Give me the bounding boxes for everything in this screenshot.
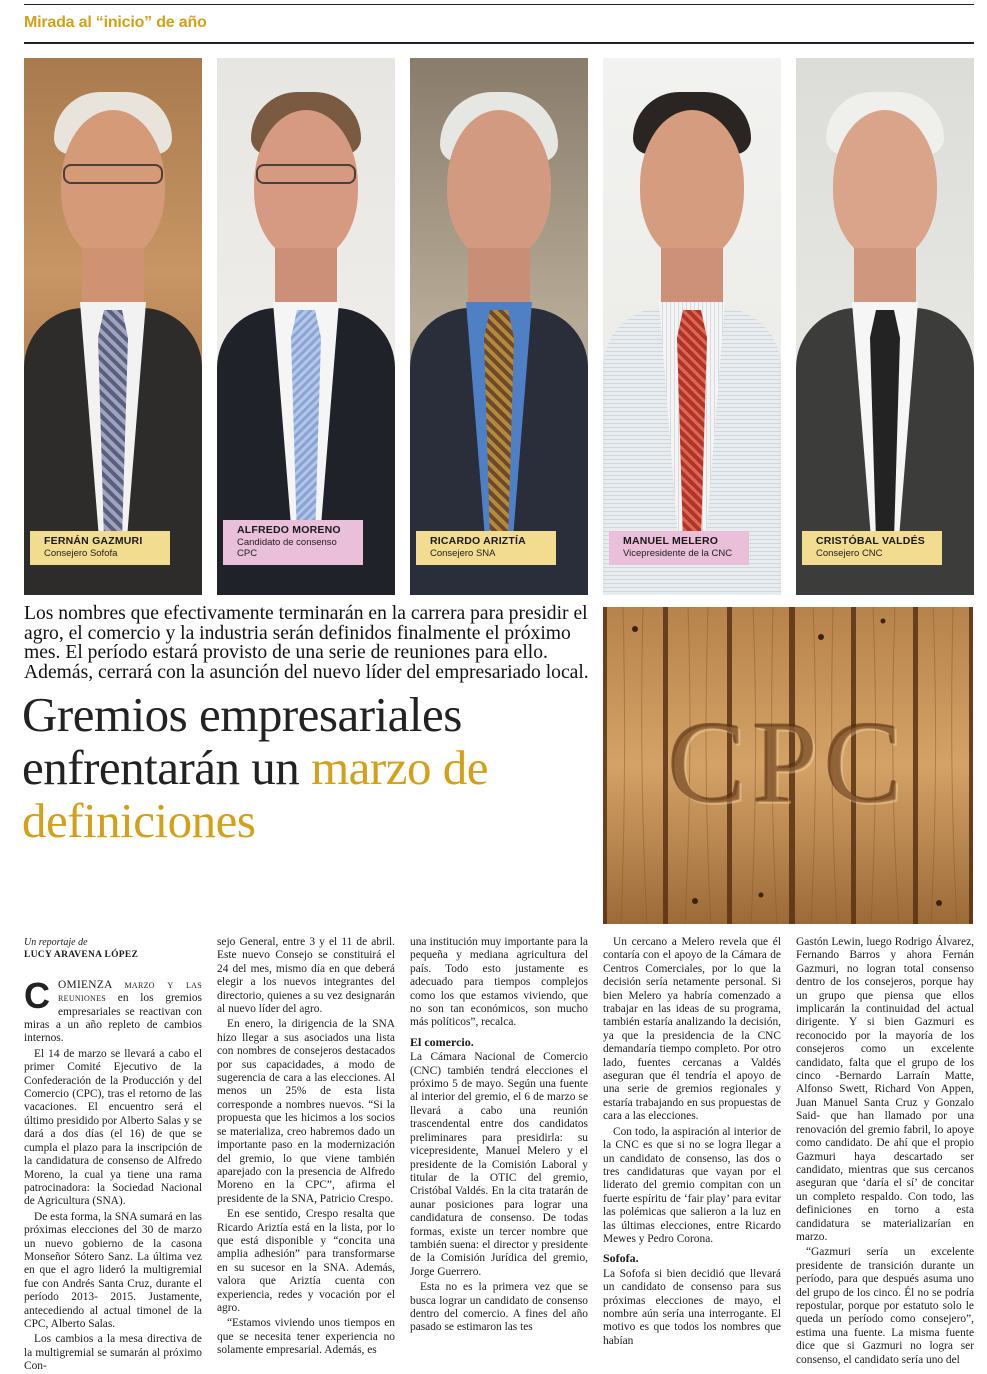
portrait-photo-4 [603,58,781,595]
section-rule [24,42,974,44]
paragraph: sejo General, entre 3 y el 11 de abril. Este nuevo Consejo se constituirá el 24 del mes, mismo día en que deberá elegir a los nuevos integrantes del directorio, quienes a su vez designarán al nuevo líder del agro. [217,936,395,1016]
paragraph: Esta no es la primera vez que se busca lograr un candidato de consenso dentro del comercio. A fines del año pasado se estimaron las tes [410,1281,588,1334]
portrait-name: MANUEL MELERO [623,535,719,547]
portrait-caption [609,531,749,565]
paragraph: “Gazmuri sería un excelente presidente de transición durante un período, para que después asuma uno del grupo de los cinco. Él no se podría repostular, porque por estatuto solo le queda un período como consejero”, estima una fuente. La misma fuente dice que si Gazmuri no logra ser consenso, el candidato sería uno del [796,1246,974,1366]
article-headline [22,688,602,847]
portrait-caption [802,531,942,565]
portrait-role: Consejero SNA [430,548,496,559]
portrait-caption [30,531,170,565]
byline-label: Un reportaje de [24,937,88,948]
portrait-role: Consejero Sofofa [44,548,118,559]
portrait-photo-5 [796,58,974,595]
portrait-name: CRISTÓBAL VALDÉS [816,535,925,547]
cpc-wood-image [603,607,973,924]
portrait-name: ALFREDO MORENO [237,524,341,536]
portrait-name: FERNÁN GAZMURI [44,535,143,547]
top-rule [24,4,974,5]
paragraph: La Cámara Nacional de Comercio (CNC) también tendrá elecciones el próximo 5 de mayo. Según una fuente al interior del gremio, el 6 de marzo se llevará a cabo una reunión trascendental entre dos candidatos preliminares para presidirla: su vicepresidente, Manuel Melero y el presidente de la Comisión Laboral y titular de la OTIC del gremio, Cristóbal Valdés. En la cita tratarán de aunar posiciones para lograr una candidatura de consenso. De todas formas, existe un tercer nombre que también suena: el director y presidente de la Comisión Jurídica del gremio, Jorge Guerrero. [410,1051,588,1278]
portrait-photo-3 [410,58,588,595]
headline-accent: marzo de definiciones [22,740,488,848]
paragraph: De esta forma, la SNA sumará en las próximas elecciones del 30 de marzo un nuevo gobierno de la casona Monseñor Sótero Sanz. La última vez en que el agro lideró la multigremial fue con Andrés Santa Cruz, durante el período 2013- 2015. Justamente, antecediendo al actual timonel de la CPC, Alberto Salas. [24,1210,202,1330]
portrait-role: Consejero CNC [816,548,883,559]
paragraph: Los cambios a la mesa directiva de la multigremial se sumarán al próximo Con- [24,1333,202,1373]
lead-paragraph: COMIENZA marzo y las reuniones en los gremios empresariales se reactivan con miras a un año repleto de cambios internos. [24,974,202,1045]
portrait-photo-2 [217,58,395,595]
byline-author: LUCY ARAVENA LÓPEZ [24,950,139,961]
article-deck: Los nombres que efectivamente terminarán en la carrera para presidir el agro, el comercio y la industria serán definidos finalmente el próximo mes. El período estará provisto de una serie de reuniones para ello. Además, cerrará con la asunción del nuevo líder del empresariado local. [24,603,589,683]
portrait-photo-1 [24,58,202,595]
portrait-caption [223,520,363,565]
article-column-2 [217,936,395,1357]
headline-main: Gremios empresariales enfrentarán un [22,687,462,795]
portrait-name: RICARDO ARIZTÍA [430,535,526,547]
portrait-caption [416,531,556,565]
article-column-5 [796,936,974,1366]
article-column-4 [603,936,781,1346]
portrait-role: Vicepresidente de la CNC [623,548,733,559]
paragraph: Gastón Lewin, luego Rodrigo Álvarez, Fernando Barros y ahora Fernán Gazmuri, no logran total consenso dentro de los consejeros, porque hay un grupo que piensa que ellos implicarán la continuidad del actual dirigente. Y si bien Gazmuri es reconocido por la mayoría de los consejeros como un excelente candidato, falta que el grupo de los cinco -Bernardo Larraín Matte, Alfonso Swett, Richard Von Appen, Juan Manuel Santa Cruz y Gonzalo Said- que han llamado por una renovación del gremio fabril, lo apoye como candidato. De ahí que el propio Gazmuri haya descartado ser candidato, mientras que sus cercanos aseguran que ‘daría el sí’ de concitar un completo respaldo. Con todo, las definiciones en torno a esta candidatura se materializarían en marzo. [796,936,974,1243]
paragraph: En enero, la dirigencia de la SNA hizo llegar a sus asociados una lista con nombres de consejeros destacados por sus capacidades, a modo de sugerencia de cara a las elecciones. Al menos un 25% de esta lista corresponde a nombres nuevos. “Si la propuesta que les hicimos a los socios se materializa, creo habremos dado un importante paso en la modernización del gremio, lo que viene también aparejado con la presencia de Alfredo Moreno en la CPC”, afirma el presidente de la SNA, Patricio Crespo. [217,1018,395,1205]
paragraph: El 14 de marzo se llevará a cabo el primer Comité Ejecutivo de la Confederación de la Producción y del Comercio (CPC), tras el retorno de las vacaciones. El encuentro será el último presidido por Alberto Salas y se dará a dos días (el 16) de que se cumpla el plazo para la inscripción de la candidatura de consenso de Alfredo Moreno, la cual ya tiene una rama patrocinadora: la Sociedad Nacional de Agricultura (SNA). [24,1047,202,1208]
paragraph: “Estamos viviendo unos tiempos en que se necesita tener experiencia no solamente empresarial. Además, es [217,1317,395,1357]
paragraph: una institución muy importante para la pequeña y mediana agricultura del país. Todo esto justamente es adecuado para tiempos complejos como los que estamos viviendo, que no son tan económicos, son mucho más políticos”, recalca. [410,936,588,1029]
paragraph: Con todo, la aspiración al interior de la CNC es que si no se logra llegar a un candidato de consenso, las dos o tres candidaturas que vayan por el liderato del gremio compitan con un fuerte espíritu de ‘fair play’ para evitar las polémicas que salieron a la luz en las últimas elecciones, entre Ricardo Mewes y Pedro Corona. [603,1125,781,1245]
portrait-role: Candidato de consenso CPC [237,537,337,559]
cpc-carved-text: CPC [667,697,909,828]
subhead-comercio: El comercio. [410,1034,474,1049]
paragraph: Un cercano a Melero revela que él contaría con el apoyo de la Cámara de Centros Comerciales, por lo que la decisión sería netamente personal. Si bien Melero ya habría comenzado a trabajar en las ideas de su programa, también estaría analizando la decisión, ya que la presidencia de la CNC demandaría tiempo completo. Por otro lado, fuentes cercanas a Valdés aseguran que él tendría el apoyo de una serie de gremios regionales y estaría trabajando en sus propuestas de cara a las elecciones. [603,936,781,1123]
drop-cap: C [24,974,50,1016]
subhead-sofofa: Sofofa. [603,1251,639,1266]
paragraph: La Sofofa si bien decidió que llevará un candidato de consenso para sus próximas elecciones de mayo, el nombre aún sería una interrogante. El motivo es que todos los nombres que habían [603,1267,781,1347]
article-column-3 [410,936,588,1346]
paragraph: En ese sentido, Crespo resalta que Ricardo Ariztía está en la lista, por lo que está disponible y “concita una amplia adhesión” para transformarse en su sucesor en la SNA. Además, valora que Ariztía cuenta con experiencia, redes y vocación por el agro. [217,1208,395,1314]
section-label: Mirada al “inicio” de año [24,14,207,31]
article-column-1 [24,936,202,1373]
